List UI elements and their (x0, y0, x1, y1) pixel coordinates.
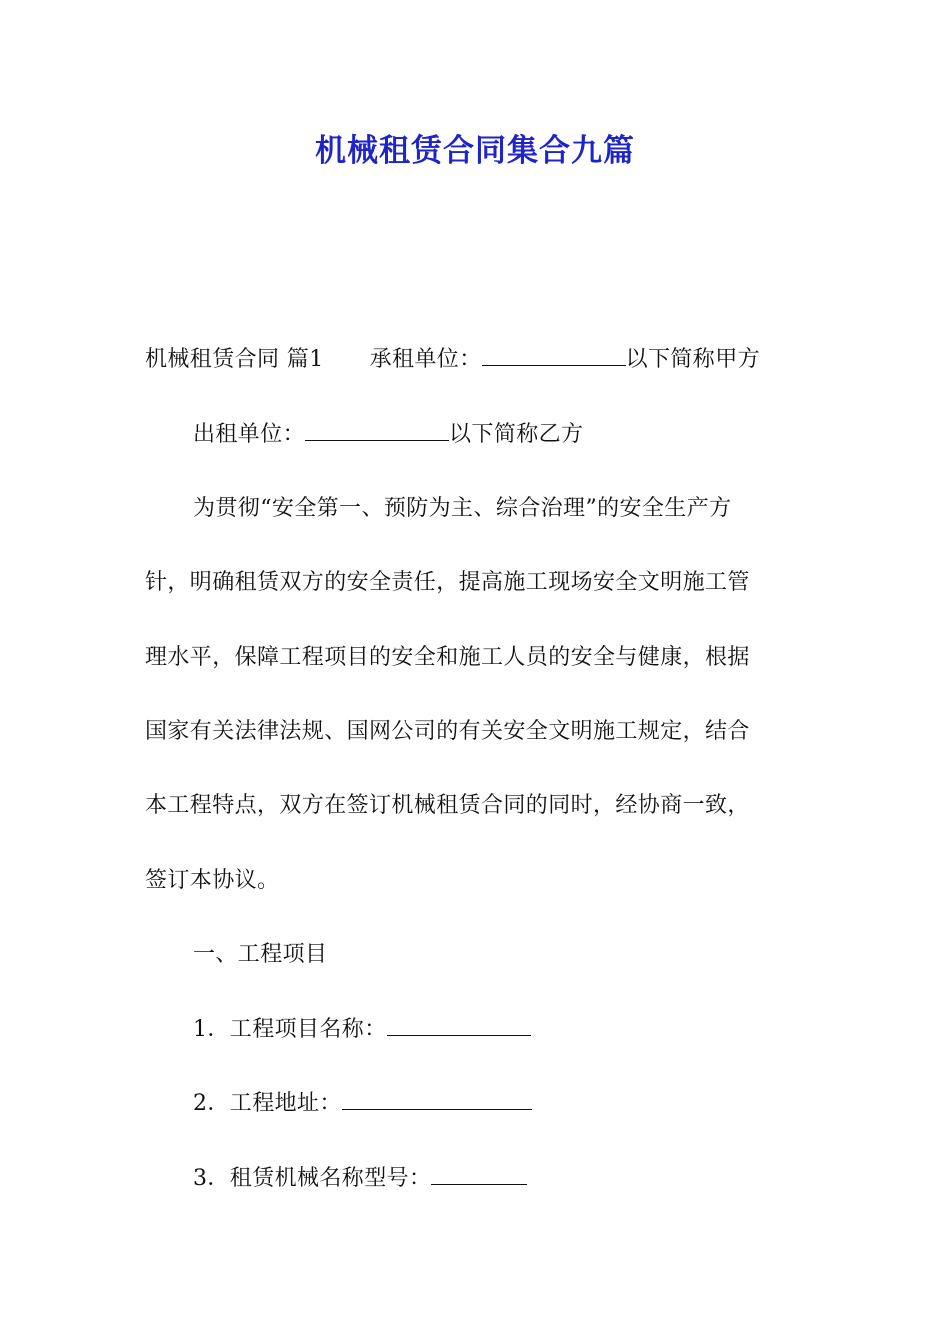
project-name-line (193, 1013, 531, 1047)
project-address-blank (342, 1087, 532, 1110)
lessee-label: 承租单位： (369, 347, 482, 372)
paragraph-line: 为贯彻“安全第一、预防为主、综合治理”的安全生产方 (193, 496, 732, 521)
project-address-line (193, 1087, 532, 1121)
contract-heading: 机械租赁合同 篇1 (145, 347, 324, 372)
lessor-label: 出租单位： (193, 422, 306, 447)
project-name-label: 1．工程项目名称： (193, 1017, 387, 1042)
project-address-label: 2．工程地址： (193, 1091, 342, 1116)
paragraph-line: 理水平，保障工程项目的安全和施工人员的安全与健康，根据 (145, 645, 750, 670)
paragraph-line: 针，明确租赁双方的安全责任，提高施工现场安全文明施工管 (145, 570, 750, 595)
machine-model-label: 3．租赁机械名称型号： (193, 1166, 432, 1191)
paragraph-line: 签订本协议。 (145, 868, 280, 893)
machine-model-blank (431, 1162, 527, 1185)
project-name-blank (387, 1013, 531, 1036)
paragraph-line: 国家有关法律法规、国网公司的有关安全文明施工规定，结合 (145, 719, 750, 744)
paragraph-line: 本工程特点，双方在签订机械租赁合同的同时，经协商一致， (145, 793, 750, 818)
lessor-line (193, 418, 583, 452)
machine-model-line (193, 1162, 527, 1196)
lessee-line (145, 343, 760, 377)
lessor-suffix: 以下简称乙方 (449, 422, 584, 447)
document-title: 机械租赁合同集合九篇 (315, 133, 635, 169)
lessee-suffix: 以下简称甲方 (625, 347, 761, 372)
lessor-blank (305, 418, 449, 441)
lessee-blank (482, 343, 626, 366)
section-heading: 一、工程项目 (193, 942, 328, 967)
